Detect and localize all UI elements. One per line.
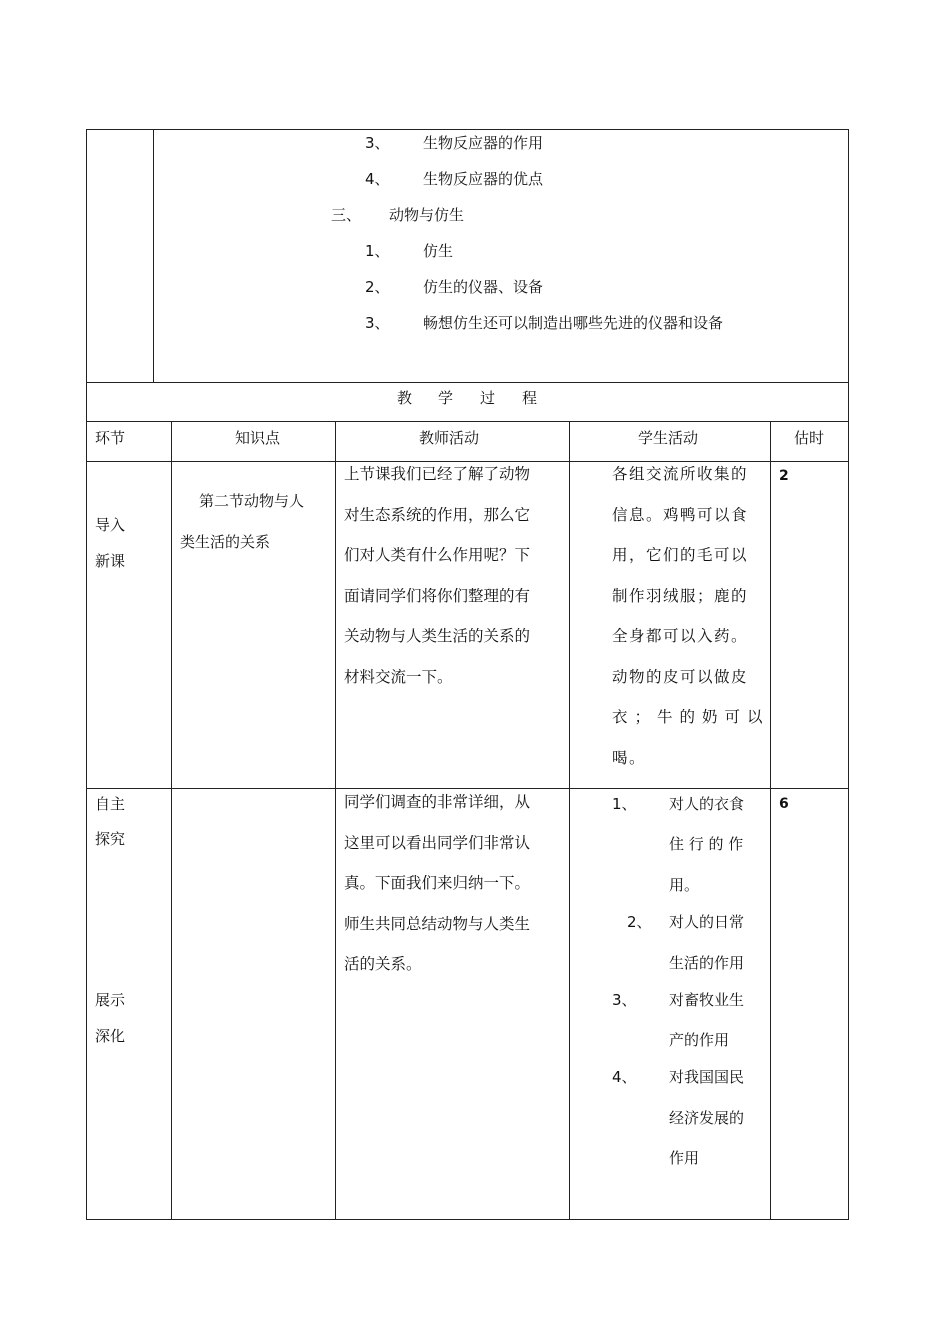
- text-line: 各组交流所收集的: [612, 465, 749, 483]
- title-char: 程: [522, 389, 538, 407]
- stage-label: 新课: [95, 552, 126, 570]
- text-line: 关动物与人类生活的关系的: [344, 627, 531, 645]
- student-item-text: 对人的日常: [669, 913, 745, 931]
- student-item-text: 用。: [669, 876, 700, 894]
- header-stage: 环节: [95, 429, 126, 447]
- knowledge-text: 类生活的关系: [180, 533, 271, 551]
- student-activity: [612, 454, 770, 778]
- outline-text: 畅想仿生还可以制造出哪些先进的仪器和设备: [423, 314, 724, 332]
- header-teacher: 教师活动: [419, 429, 480, 447]
- outline-num: 3、: [365, 134, 390, 152]
- text-line: 这里可以看出同学们非常认: [344, 833, 531, 852]
- outline-num: 2、: [365, 278, 390, 296]
- stage-label: 展示: [95, 991, 126, 1009]
- student-item-text: 产的作用: [669, 1031, 730, 1049]
- teacher-activity: [344, 782, 530, 985]
- outline-num: 三、: [331, 206, 362, 224]
- stage-label: 自主: [95, 795, 126, 813]
- header-knowledge: 知识点: [235, 429, 281, 447]
- student-item-text: 对我国国民: [669, 1068, 745, 1086]
- text-line: 信息。鸡鸭可以食: [612, 505, 749, 524]
- outline-text: 仿生的仪器、设备: [423, 278, 544, 296]
- outline-num: 3、: [365, 314, 390, 332]
- text-line: 用，它们的毛可以: [612, 546, 749, 564]
- title-char: 教: [397, 389, 413, 407]
- text-line: 全身都可以入药。: [612, 627, 749, 645]
- stage-label: 深化: [95, 1027, 126, 1045]
- student-item-text: 作用: [669, 1149, 700, 1167]
- student-item-num: 1、: [612, 795, 637, 813]
- outline-num: 1、: [365, 242, 390, 260]
- student-item-text: 对人的衣食: [669, 795, 745, 813]
- stage-label: 导入: [95, 516, 126, 534]
- student-item-num: 4、: [612, 1068, 637, 1086]
- text-line: 同学们调查的非常详细，从: [344, 793, 531, 811]
- outline-text: 生物反应器的作用: [423, 134, 544, 152]
- title-char: 过: [480, 389, 496, 407]
- text-line: 制作羽绒服；鹿的: [612, 586, 749, 605]
- text-line: 师生共同总结动物与人类生: [344, 914, 531, 933]
- text-line: 面请同学们将你们整理的有: [344, 586, 531, 605]
- teacher-activity: [344, 454, 530, 697]
- text-line: 材料交流一下。: [344, 667, 453, 686]
- time-estimate: 2: [779, 468, 789, 484]
- text-line: 上节课我们已经了解了动物: [344, 465, 531, 483]
- student-item-text: 住 行 的 作: [669, 835, 744, 853]
- header-time: 估时: [794, 429, 825, 447]
- student-item-text: 经济发展的: [669, 1109, 745, 1127]
- outline-num: 4、: [365, 170, 390, 188]
- text-line: 喝。: [612, 748, 647, 767]
- knowledge-text: 第二节动物与人: [199, 492, 305, 510]
- text-line: 活的关系。: [344, 955, 422, 973]
- title-char: 学: [438, 389, 454, 407]
- text-line: 对生态系统的作用，那么它: [344, 505, 531, 524]
- text-line: 衣；牛的奶可以: [612, 708, 770, 726]
- student-item-num: 3、: [612, 991, 637, 1009]
- outline-text: 生物反应器的优点: [423, 170, 544, 188]
- text-line: 真。下面我们来归纳一下。: [344, 874, 531, 892]
- outline-text: 仿生: [423, 242, 454, 260]
- header-student: 学生活动: [638, 429, 699, 447]
- outline-text: 动物与仿生: [389, 206, 465, 224]
- text-line: 们对人类有什么作用呢？下: [344, 546, 531, 564]
- student-item-text: 生活的作用: [669, 954, 745, 972]
- stage-label: 探究: [95, 830, 126, 848]
- student-item-num: 2、: [627, 913, 652, 931]
- time-estimate: 6: [779, 796, 789, 812]
- student-item-text: 对畜牧业生: [669, 991, 745, 1009]
- text-line: 动物的皮可以做皮: [612, 667, 749, 686]
